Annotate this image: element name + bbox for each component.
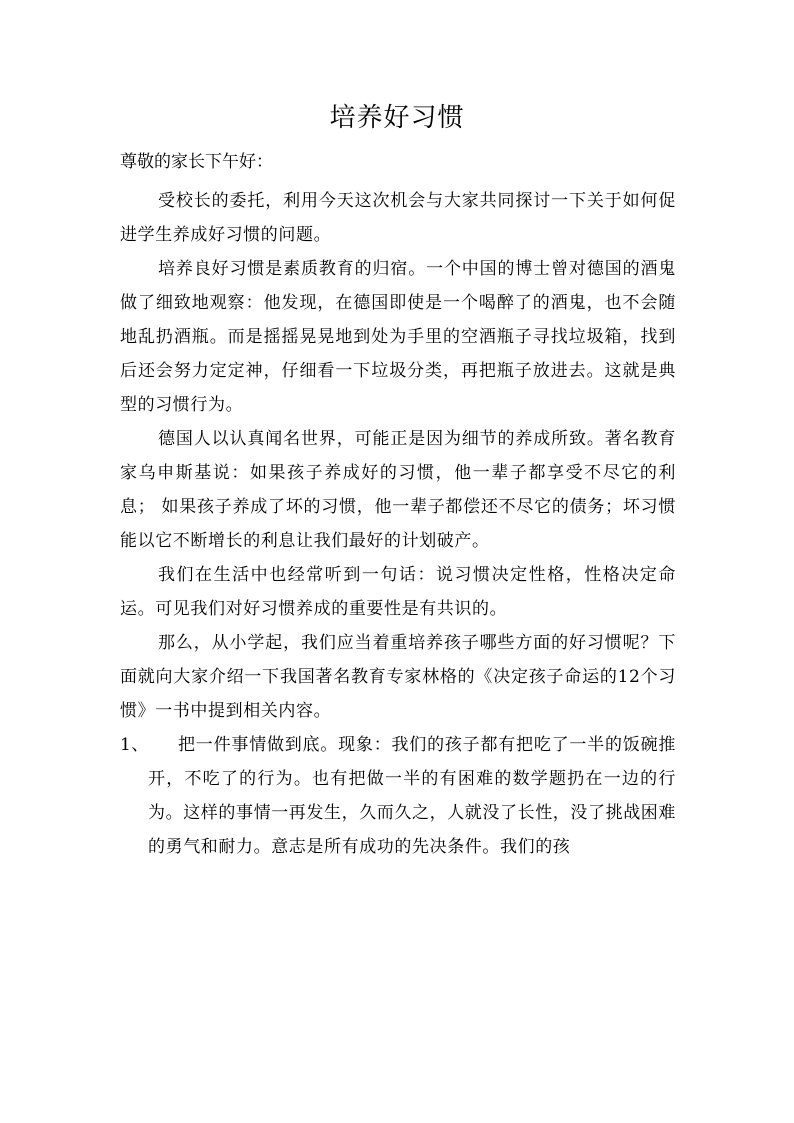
paragraph: 那么，从小学起，我们应当着重培养孩子哪些方面的好习惯呢？下面就向大家介绍一下我国著名教育专家林格的《决定孩子命运的12个习惯》一书中提到相关内容。 xyxy=(120,633,676,721)
list-item-number: 1、 xyxy=(120,735,150,755)
list-item xyxy=(120,728,676,864)
greeting: 尊敬的家长下午好： xyxy=(120,152,273,172)
document-body xyxy=(120,184,676,864)
paragraph: 受校长的委托，利用今天这次机会与大家共同探讨一下关于如何促进学生养成好习惯的问题。 xyxy=(120,191,676,245)
paragraph: 我们在生活中也经常听到一句话：说习惯决定性格，性格决定命运。可见我们对好习惯养成的重要性是有共识的。 xyxy=(120,565,676,619)
list-item-text: 把一件事情做到底。现象：我们的孩子都有把吃了一半的饭碗推开，不吃了的行为。也有把做一半的有困难的数学题扔在一边的行为。这样的事情一再发生，久而久之，人就没了长性，没了挑战困难的勇气和耐力。意志是所有成功的先决条件。我们的孩 xyxy=(148,735,676,857)
paragraph: 德国人以认真闻名世界，可能正是因为细节的养成所致。著名教育家乌申斯基说：如果孩子养成好的习惯，他一辈子都享受不尽它的利息； 如果孩子养成了坏的习惯，他一辈子都偿还不尽它的债务；坏习惯能以它不断增长的利息让我们最好的计划破产。 xyxy=(120,429,676,551)
document-title: 培养好习惯 xyxy=(329,103,465,133)
paragraph: 培养良好习惯是素质教育的归宿。一个中国的博士曾对德国的酒鬼做了细致地观察：他发现，在德国即使是一个喝醉了的酒鬼，也不会随地乱扔酒瓶。而是摇摇晃晃地到处为手里的空酒瓶子寻找垃圾箱，找到后还会努力定定神，仔细看一下垃圾分类，再把瓶子放进去。这就是典型的习惯行为。 xyxy=(120,259,676,415)
